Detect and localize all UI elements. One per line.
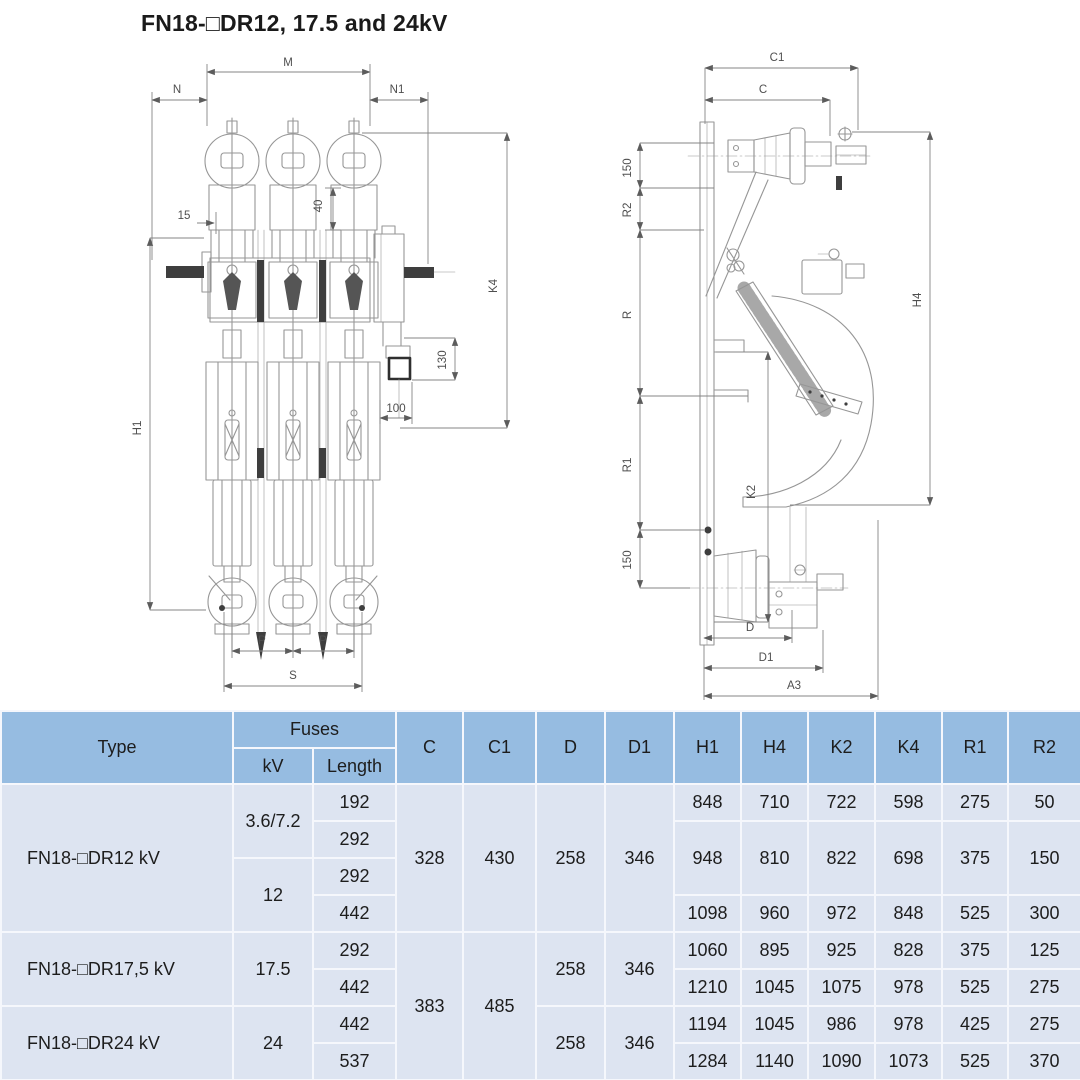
- cell-d: 258: [536, 784, 605, 932]
- dim-label-d1: D1: [758, 652, 774, 664]
- dim-label-p-left: P: [258, 635, 266, 647]
- technical-drawing: [0, 40, 1080, 710]
- cell-d1: 346: [605, 784, 674, 932]
- cell-k2: 722: [808, 784, 875, 821]
- cell-c1: 430: [463, 784, 536, 932]
- cell-kv: 3.6/7.2: [233, 784, 313, 858]
- col-header-k4: K4: [875, 711, 942, 784]
- cell-d: 258: [536, 932, 605, 1006]
- table-row: [1, 932, 1080, 969]
- col-header-d: D: [536, 711, 605, 784]
- cell-h1: 948: [674, 821, 741, 895]
- dim-label-100: 100: [386, 403, 406, 415]
- cell-r2: 370: [1008, 1043, 1080, 1080]
- col-header-h1: H1: [674, 711, 741, 784]
- table-header-row-1: [1, 711, 1080, 748]
- dim-label-m: M: [283, 57, 293, 69]
- dim-label-15: 15: [177, 210, 191, 222]
- cell-kv: 17.5: [233, 932, 313, 1006]
- col-header-c: C: [396, 711, 463, 784]
- dim-label-h1: H1: [132, 420, 144, 436]
- page-title: FN18-□DR12, 17.5 and 24kV: [141, 10, 448, 36]
- switch-pole: [266, 118, 320, 652]
- cell-r2: 150: [1008, 821, 1080, 895]
- cell-k2: 925: [808, 932, 875, 969]
- col-header-c1: C1: [463, 711, 536, 784]
- dim-label-r2: R2: [622, 202, 634, 218]
- cell-r2: 125: [1008, 932, 1080, 969]
- dim-label-c1: C1: [769, 52, 785, 64]
- dim-label-k2: K2: [746, 484, 758, 500]
- cell-h1: 1098: [674, 895, 741, 932]
- switch-pole: [205, 118, 259, 652]
- cell-h1: 1194: [674, 1006, 741, 1043]
- cell-r1: 425: [942, 1006, 1008, 1043]
- cell-h1: 1284: [674, 1043, 741, 1080]
- cell-length: 442: [313, 1006, 396, 1043]
- cell-length: 292: [313, 932, 396, 969]
- cell-length: 442: [313, 895, 396, 932]
- cell-h4: 810: [741, 821, 808, 895]
- cell-k2: 822: [808, 821, 875, 895]
- dim-label-r: R: [622, 310, 634, 320]
- cell-kv: 24: [233, 1006, 313, 1080]
- cell-length: 192: [313, 784, 396, 821]
- dim-label-p-right: P: [319, 635, 327, 647]
- col-header-r1: R1: [942, 711, 1008, 784]
- drive-shaft-right: [404, 267, 434, 278]
- cell-h1: 1060: [674, 932, 741, 969]
- dim-label-d: D: [745, 622, 755, 634]
- drive-shaft-left: [166, 266, 204, 278]
- operating-handle-socket: [389, 358, 410, 379]
- dim-label-150-top: 150: [622, 158, 634, 178]
- col-header-h4: H4: [741, 711, 808, 784]
- dim-label-a3: A3: [786, 680, 802, 692]
- cell-length: 537: [313, 1043, 396, 1080]
- cell-r2: 275: [1008, 969, 1080, 1006]
- dim-label-n1: N1: [389, 84, 405, 96]
- col-header-type: Type: [1, 711, 233, 784]
- cell-k4: 848: [875, 895, 942, 932]
- col-header-d1: D1: [605, 711, 674, 784]
- cell-k4: 598: [875, 784, 942, 821]
- cell-length: 442: [313, 969, 396, 1006]
- cell-k4: 978: [875, 1006, 942, 1043]
- cell-k4: 698: [875, 821, 942, 895]
- cell-length: 292: [313, 858, 396, 895]
- cell-type-dr17: FN18-□DR17,5 kV: [1, 932, 233, 1006]
- cell-r1: 525: [942, 969, 1008, 1006]
- cell-k2: 972: [808, 895, 875, 932]
- dim-label-k4: K4: [488, 278, 500, 294]
- cell-r1: 375: [942, 932, 1008, 969]
- side-view-drawing: [688, 122, 873, 645]
- dim-label-n: N: [172, 84, 182, 96]
- cell-d1: 346: [605, 932, 674, 1006]
- col-header-kv: kV: [233, 748, 313, 784]
- cell-r2: 275: [1008, 1006, 1080, 1043]
- cell-h4: 1045: [741, 969, 808, 1006]
- cell-k2: 1090: [808, 1043, 875, 1080]
- cell-r1: 375: [942, 821, 1008, 895]
- dimension-table: [0, 710, 1080, 1080]
- col-header-r2: R2: [1008, 711, 1080, 784]
- cell-d1: 346: [605, 1006, 674, 1080]
- cell-c: 383: [396, 932, 463, 1080]
- cell-r1: 275: [942, 784, 1008, 821]
- cell-h4: 895: [741, 932, 808, 969]
- cell-type-dr12: FN18-□DR12 kV: [1, 784, 233, 932]
- table-row: [1, 784, 1080, 821]
- cell-k2: 986: [808, 1006, 875, 1043]
- cell-h4: 960: [741, 895, 808, 932]
- cell-c: 328: [396, 784, 463, 932]
- cell-h4: 1140: [741, 1043, 808, 1080]
- col-header-length: Length: [313, 748, 396, 784]
- dim-label-130: 130: [437, 350, 449, 370]
- dim-label-r1: R1: [622, 457, 634, 473]
- cell-kv: 12: [233, 858, 313, 932]
- dim-label-40: 40: [313, 199, 325, 213]
- switch-pole: [327, 118, 381, 652]
- cell-h4: 710: [741, 784, 808, 821]
- cell-k4: 1073: [875, 1043, 942, 1080]
- dim-label-s: S: [289, 670, 297, 682]
- col-header-fuses: Fuses: [233, 711, 396, 748]
- table-row: [1, 1006, 1080, 1043]
- cell-k2: 1075: [808, 969, 875, 1006]
- cell-k4: 978: [875, 969, 942, 1006]
- dim-label-h4: H4: [912, 292, 924, 308]
- cell-d: 258: [536, 1006, 605, 1080]
- cell-h4: 1045: [741, 1006, 808, 1043]
- cell-h1: 848: [674, 784, 741, 821]
- cell-r2: 50: [1008, 784, 1080, 821]
- cell-h1: 1210: [674, 969, 741, 1006]
- dim-label-150-bottom: 150: [622, 550, 634, 570]
- cell-c1: 485: [463, 932, 536, 1080]
- cell-r1: 525: [942, 895, 1008, 932]
- col-header-k2: K2: [808, 711, 875, 784]
- dim-label-c: C: [758, 84, 768, 96]
- cell-k4: 828: [875, 932, 942, 969]
- cell-r2: 300: [1008, 895, 1080, 932]
- cell-length: 292: [313, 821, 396, 858]
- cell-type-dr24: FN18-□DR24 kV: [1, 1006, 233, 1080]
- cell-r1: 525: [942, 1043, 1008, 1080]
